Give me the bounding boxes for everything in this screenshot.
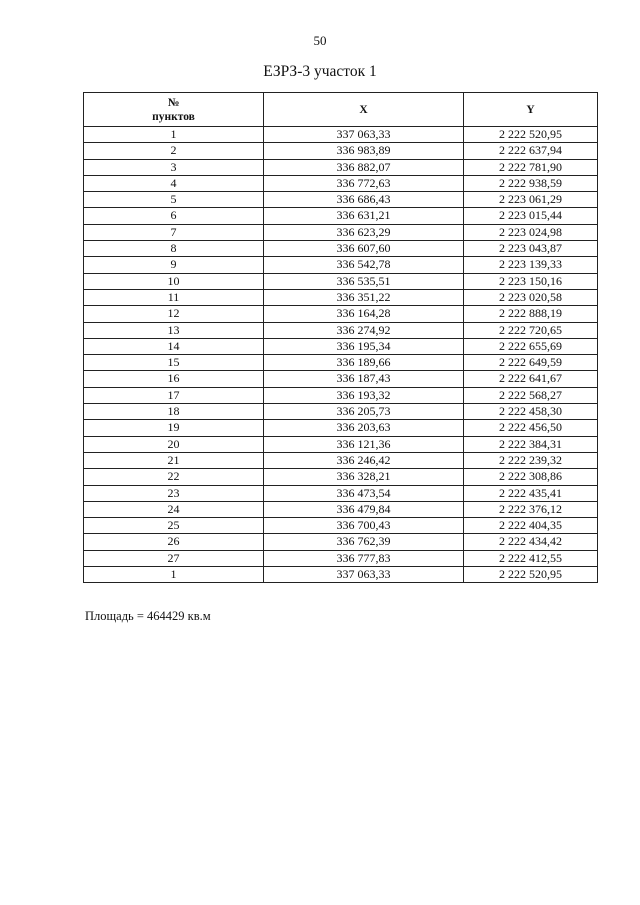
y-coordinate-cell: 2 222 404,35 <box>464 518 598 534</box>
x-coordinate-cell: 336 473,54 <box>264 485 464 501</box>
point-number-cell: 26 <box>84 534 264 550</box>
y-coordinate-cell: 2 222 637,94 <box>464 143 598 159</box>
table-row <box>84 404 598 420</box>
column-header-y: Y <box>464 93 598 127</box>
y-coordinate-cell: 2 222 568,27 <box>464 387 598 403</box>
table-row <box>84 289 598 305</box>
y-coordinate-cell: 2 222 384,31 <box>464 436 598 452</box>
point-number-cell: 20 <box>84 436 264 452</box>
point-number-cell: 25 <box>84 518 264 534</box>
x-coordinate-cell: 337 063,33 <box>264 127 464 143</box>
x-coordinate-cell: 336 700,43 <box>264 518 464 534</box>
point-number-cell: 17 <box>84 387 264 403</box>
y-coordinate-cell: 2 222 649,59 <box>464 355 598 371</box>
point-number-cell: 5 <box>84 192 264 208</box>
y-coordinate-cell: 2 222 641,67 <box>464 371 598 387</box>
table-row <box>84 485 598 501</box>
column-header-point-number <box>84 93 264 127</box>
x-coordinate-cell: 336 686,43 <box>264 192 464 208</box>
y-coordinate-cell: 2 223 015,44 <box>464 208 598 224</box>
x-coordinate-cell: 336 983,89 <box>264 143 464 159</box>
x-coordinate-cell: 336 631,21 <box>264 208 464 224</box>
column-header-points-label: пунктов <box>152 110 195 123</box>
y-coordinate-cell: 2 223 150,16 <box>464 273 598 289</box>
table-row <box>84 550 598 566</box>
table-row <box>84 208 598 224</box>
point-number-cell: 21 <box>84 452 264 468</box>
table-row <box>84 501 598 517</box>
x-coordinate-cell: 336 882,07 <box>264 159 464 175</box>
table-row <box>84 534 598 550</box>
y-coordinate-cell: 2 222 938,59 <box>464 175 598 191</box>
y-coordinate-cell: 2 222 520,95 <box>464 127 598 143</box>
point-number-cell: 7 <box>84 224 264 240</box>
y-coordinate-cell: 2 222 720,65 <box>464 322 598 338</box>
point-number-cell: 4 <box>84 175 264 191</box>
table-row <box>84 371 598 387</box>
x-coordinate-cell: 336 203,63 <box>264 420 464 436</box>
coordinates-table <box>83 92 598 583</box>
point-number-cell: 24 <box>84 501 264 517</box>
table-row <box>84 452 598 468</box>
x-coordinate-cell: 336 274,92 <box>264 322 464 338</box>
table-row <box>84 306 598 322</box>
y-coordinate-cell: 2 222 376,12 <box>464 501 598 517</box>
point-number-cell: 27 <box>84 550 264 566</box>
x-coordinate-cell: 336 246,42 <box>264 452 464 468</box>
y-coordinate-cell: 2 222 655,69 <box>464 338 598 354</box>
y-coordinate-cell: 2 222 458,30 <box>464 404 598 420</box>
y-coordinate-cell: 2 223 024,98 <box>464 224 598 240</box>
x-coordinate-cell: 336 187,43 <box>264 371 464 387</box>
column-header-x: X <box>264 93 464 127</box>
point-number-cell: 14 <box>84 338 264 354</box>
x-coordinate-cell: 336 189,66 <box>264 355 464 371</box>
x-coordinate-cell: 336 193,32 <box>264 387 464 403</box>
area-summary: Площадь = 464429 кв.м <box>85 609 211 623</box>
table-row <box>84 387 598 403</box>
x-coordinate-cell: 336 607,60 <box>264 241 464 257</box>
y-coordinate-cell: 2 222 412,55 <box>464 550 598 566</box>
x-coordinate-cell: 337 063,33 <box>264 567 464 583</box>
table-row <box>84 159 598 175</box>
y-coordinate-cell: 2 222 308,86 <box>464 469 598 485</box>
x-coordinate-cell: 336 762,39 <box>264 534 464 550</box>
point-number-cell: 2 <box>84 143 264 159</box>
y-coordinate-cell: 2 223 020,58 <box>464 289 598 305</box>
y-coordinate-cell: 2 222 781,90 <box>464 159 598 175</box>
y-coordinate-cell: 2 222 456,50 <box>464 420 598 436</box>
point-number-cell: 22 <box>84 469 264 485</box>
x-coordinate-cell: 336 777,83 <box>264 550 464 566</box>
y-coordinate-cell: 2 222 888,19 <box>464 306 598 322</box>
table-row <box>84 567 598 583</box>
point-number-cell: 11 <box>84 289 264 305</box>
point-number-cell: 6 <box>84 208 264 224</box>
point-number-cell: 15 <box>84 355 264 371</box>
table-row <box>84 143 598 159</box>
table-row <box>84 127 598 143</box>
x-coordinate-cell: 336 121,36 <box>264 436 464 452</box>
y-coordinate-cell: 2 223 043,87 <box>464 241 598 257</box>
table-header-row <box>84 93 598 127</box>
table-row <box>84 241 598 257</box>
x-coordinate-cell: 336 205,73 <box>264 404 464 420</box>
table-row <box>84 355 598 371</box>
point-number-cell: 9 <box>84 257 264 273</box>
x-coordinate-cell: 336 535,51 <box>264 273 464 289</box>
column-header-number-sign: № <box>167 96 180 109</box>
table-body <box>84 127 598 583</box>
point-number-cell: 13 <box>84 322 264 338</box>
x-coordinate-cell: 336 328,21 <box>264 469 464 485</box>
table-row <box>84 322 598 338</box>
y-coordinate-cell: 2 222 520,95 <box>464 567 598 583</box>
point-number-cell: 3 <box>84 159 264 175</box>
point-number-cell: 12 <box>84 306 264 322</box>
document-title: ЕЗРЗ-3 участок 1 <box>263 63 377 80</box>
table-row <box>84 436 598 452</box>
point-number-cell: 10 <box>84 273 264 289</box>
x-coordinate-cell: 336 351,22 <box>264 289 464 305</box>
point-number-cell: 1 <box>84 127 264 143</box>
table-row <box>84 338 598 354</box>
x-coordinate-cell: 336 479,84 <box>264 501 464 517</box>
table-row <box>84 273 598 289</box>
x-coordinate-cell: 336 772,63 <box>264 175 464 191</box>
point-number-cell: 19 <box>84 420 264 436</box>
table-row <box>84 518 598 534</box>
table-row <box>84 257 598 273</box>
y-coordinate-cell: 2 222 239,32 <box>464 452 598 468</box>
x-coordinate-cell: 336 164,28 <box>264 306 464 322</box>
point-number-cell: 18 <box>84 404 264 420</box>
x-coordinate-cell: 336 195,34 <box>264 338 464 354</box>
point-number-cell: 1 <box>84 567 264 583</box>
table-row <box>84 469 598 485</box>
point-number-cell: 8 <box>84 241 264 257</box>
x-coordinate-cell: 336 542,78 <box>264 257 464 273</box>
y-coordinate-cell: 2 222 434,42 <box>464 534 598 550</box>
table-row <box>84 420 598 436</box>
table-row <box>84 224 598 240</box>
y-coordinate-cell: 2 223 061,29 <box>464 192 598 208</box>
table-row <box>84 175 598 191</box>
y-coordinate-cell: 2 222 435,41 <box>464 485 598 501</box>
x-coordinate-cell: 336 623,29 <box>264 224 464 240</box>
page-number: 50 <box>313 33 327 48</box>
point-number-cell: 23 <box>84 485 264 501</box>
y-coordinate-cell: 2 223 139,33 <box>464 257 598 273</box>
point-number-cell: 16 <box>84 371 264 387</box>
table-row <box>84 192 598 208</box>
